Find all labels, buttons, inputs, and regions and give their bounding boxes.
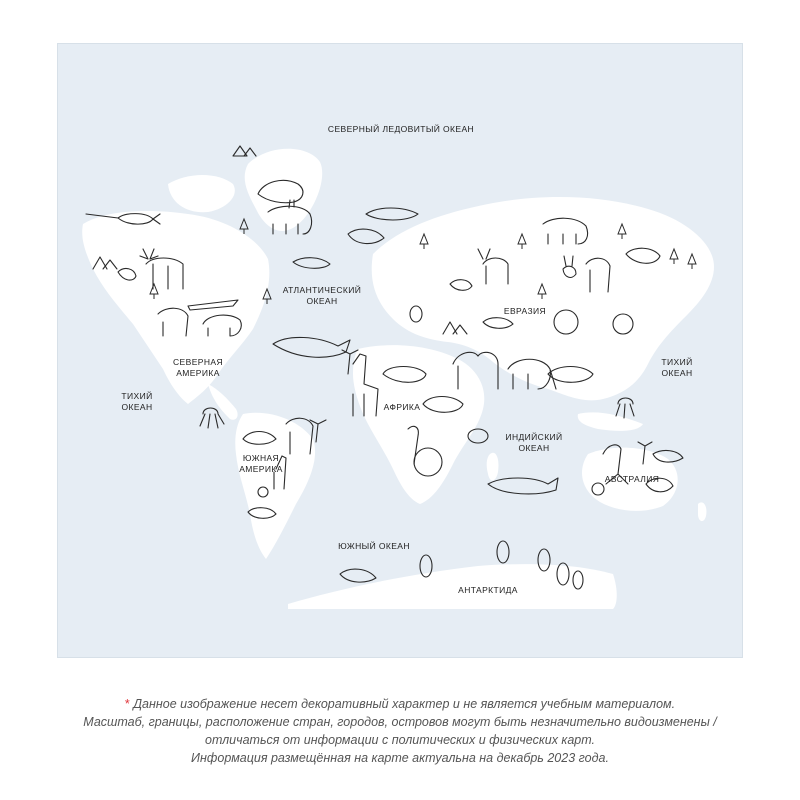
- antarctica-landmass: [288, 564, 617, 609]
- octopus-icon: [200, 408, 224, 428]
- continent-label-eurasia: ЕВРАЗИЯ: [503, 306, 547, 316]
- world-map: [57, 43, 743, 658]
- madagascar-landmass: [487, 453, 499, 481]
- whale-icon: [273, 337, 350, 357]
- greenland-landmass: [245, 149, 323, 231]
- map-drawing: [58, 44, 743, 658]
- octopus-icon: [616, 398, 634, 418]
- ocean-label-southern: ЮЖНЫЙ ОКЕАН: [338, 541, 410, 551]
- continent-label-africa: АФРИКА: [383, 402, 421, 412]
- whale-icon: [488, 478, 558, 494]
- central-america-landmass: [208, 384, 238, 420]
- seal-icon: [340, 569, 376, 582]
- whale-icon: [366, 208, 418, 220]
- disclaimer-line-3: отличаться от информации с политических и физических карт.: [205, 733, 595, 747]
- ocean-label-atlantic: АТЛАНТИЧЕСКИЙ ОКЕАН: [282, 285, 362, 306]
- new-zealand-landmass: [698, 502, 706, 521]
- mountain-icon: [233, 146, 256, 156]
- disclaimer-line-1: * Данное изображение несет декоративный характер и не является учебным материалом.: [124, 697, 676, 711]
- continent-label-north-america: СЕВЕРНАЯ АМЕРИКА: [173, 357, 223, 378]
- disclaimer-line-2: Масштаб, границы, расположение стран, городов, островов могут быть незначительно видоизменены /: [83, 715, 717, 729]
- asterisk: *: [124, 697, 130, 711]
- disclaimer: [0, 695, 800, 767]
- continent-label-australia: АВСТРАЛИЯ: [604, 474, 660, 484]
- tree-icon: [240, 219, 248, 234]
- continent-label-south-america: ЮЖНАЯ АМЕРИКА: [239, 453, 283, 474]
- seal-icon: [293, 258, 330, 269]
- ocean-label-indian: ИНДИЙСКИЙ ОКЕАН: [505, 432, 563, 453]
- ocean-label-arctic: СЕВЕРНЫЙ ЛЕДОВИТЫЙ ОКЕАН: [327, 124, 475, 134]
- ocean-label-pacific-west: ТИХИЙ ОКЕАН: [121, 391, 153, 412]
- turtle-icon: [468, 429, 488, 443]
- continent-label-antarctica: АНТАРКТИДА: [458, 585, 518, 595]
- ocean-label-pacific-east: ТИХИЙ ОКЕАН: [661, 357, 693, 378]
- arctic-islands-landmass: [168, 175, 235, 212]
- disclaimer-line-4: Информация размещённая на карте актуальна на декабрь 2023 года.: [191, 751, 609, 765]
- penguin-icon: [497, 541, 509, 563]
- orca-icon: [348, 229, 384, 244]
